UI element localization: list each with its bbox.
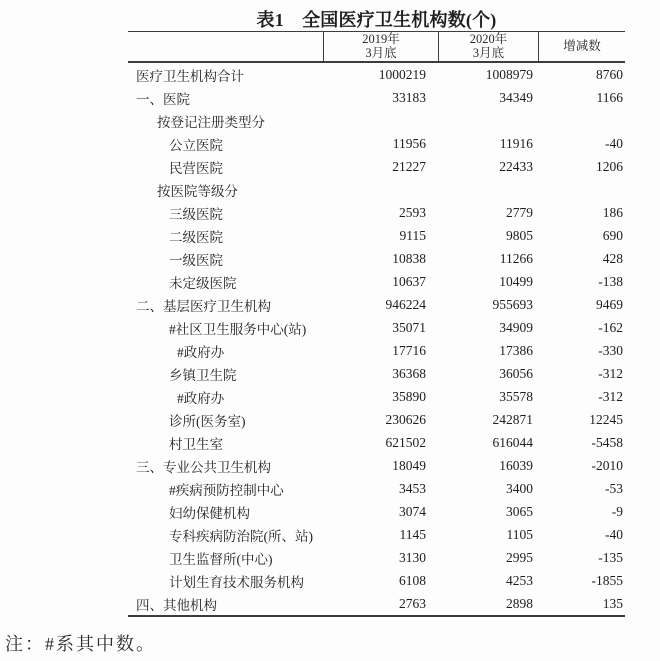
row-label: 医疗卫生机构合计	[136, 68, 244, 84]
table-row	[128, 132, 625, 155]
value-2019: 6108	[399, 572, 426, 588]
table-row	[128, 385, 625, 408]
value-change: -40	[605, 526, 623, 542]
value-2019: 230626	[385, 411, 426, 427]
table-row	[128, 63, 625, 86]
value-2019: 35890	[392, 388, 426, 404]
value-2020: 34909	[499, 319, 533, 335]
value-2019: 10838	[392, 250, 426, 266]
table-row	[128, 477, 625, 500]
value-2020: 35578	[499, 388, 533, 404]
header-col-2019-line1: 2019年	[362, 32, 400, 46]
table-row	[128, 500, 625, 523]
value-change: 186	[602, 204, 623, 220]
value-2019: 17716	[392, 342, 426, 358]
value-2019	[323, 178, 438, 201]
value-2019: 3130	[399, 549, 426, 565]
table-row	[128, 339, 625, 362]
value-change: -40	[605, 135, 623, 151]
statistics-table	[128, 31, 625, 617]
value-2019: 1000219	[378, 66, 426, 82]
value-2019: 11956	[392, 135, 426, 151]
table-row	[128, 316, 625, 339]
value-change: 135	[602, 595, 623, 611]
value-2020: 2995	[506, 549, 533, 565]
value-change: -2010	[591, 457, 623, 473]
value-change: 8760	[596, 66, 623, 82]
value-2020	[438, 178, 538, 201]
value-2019: 21227	[392, 158, 426, 174]
row-label: 三、专业公共卫生机构	[136, 459, 271, 475]
table-header	[128, 32, 625, 63]
row-label: #政府办	[177, 344, 225, 360]
table-row	[128, 546, 625, 569]
value-2020: 16039	[499, 457, 533, 473]
table-row	[128, 178, 625, 201]
table-row	[128, 454, 625, 477]
header-col-2020-line1: 2020年	[469, 32, 508, 46]
value-change: -135	[598, 549, 623, 565]
value-2019: 621502	[385, 434, 426, 450]
header-col-2020-line2: 3月底	[472, 45, 505, 60]
table-row	[128, 293, 625, 316]
value-change: -5458	[591, 434, 623, 450]
header-empty-cell	[128, 32, 323, 61]
value-2019: 3074	[399, 503, 426, 519]
value-2020: 1008979	[485, 66, 533, 82]
row-label: #社区卫生服务中心(站)	[169, 321, 307, 337]
value-2020: 616044	[492, 434, 533, 450]
table-row	[128, 247, 625, 270]
value-2020: 22433	[499, 158, 533, 174]
value-change	[538, 109, 625, 132]
value-2019: 3453	[399, 480, 426, 496]
value-change: -9	[611, 503, 623, 519]
value-change: -312	[598, 388, 623, 404]
value-2020	[438, 109, 538, 132]
row-label: 三级医院	[169, 206, 223, 222]
value-2019: 1145	[399, 526, 426, 542]
row-label: 四、其他机构	[136, 597, 217, 613]
row-label: 二、基层医疗卫生机构	[136, 298, 271, 314]
value-2019: 946224	[385, 296, 426, 312]
row-label: #政府办	[177, 390, 225, 406]
table-row	[128, 155, 625, 178]
row-label: 专科疾病防治院(所、站)	[169, 528, 313, 544]
value-change: 690	[602, 227, 623, 243]
row-label: 按医院等级分	[157, 183, 238, 199]
value-2020: 1105	[506, 526, 533, 542]
row-label: #疾病预防控制中心	[169, 482, 284, 498]
header-col-2019	[323, 32, 438, 61]
header-col-2019-line2: 3月底	[365, 45, 397, 60]
header-col-2020	[438, 32, 538, 61]
value-2019: 10637	[392, 273, 426, 289]
table-body	[128, 63, 625, 615]
value-change: -312	[598, 365, 623, 381]
row-label: 妇幼保健机构	[169, 505, 250, 521]
value-change: -330	[598, 342, 623, 358]
table-row	[128, 569, 625, 592]
value-change: 9469	[596, 296, 623, 312]
row-label: 公立医院	[169, 137, 223, 153]
row-label: 未定级医院	[169, 275, 237, 291]
table-row	[128, 201, 625, 224]
value-2020: 3400	[506, 480, 533, 496]
value-change: -1855	[591, 572, 623, 588]
value-2019: 9115	[399, 227, 426, 243]
footnote: 注：#系其中数。	[5, 634, 156, 654]
value-change: 1206	[596, 158, 623, 174]
value-2020: 3065	[506, 503, 533, 519]
value-change: -53	[605, 480, 623, 496]
value-2020: 11916	[499, 135, 533, 151]
table-row	[128, 523, 625, 546]
value-change: -138	[598, 273, 623, 289]
table-row	[128, 86, 625, 109]
value-change: 12245	[589, 411, 623, 427]
header-col-change	[538, 32, 625, 61]
table-row	[128, 431, 625, 454]
value-2020: 11266	[499, 250, 533, 266]
value-2019: 2593	[399, 204, 426, 220]
value-2020: 4253	[506, 572, 533, 588]
value-2020: 10499	[499, 273, 533, 289]
table-row	[128, 362, 625, 385]
value-2019: 2763	[399, 595, 426, 611]
value-2019: 35071	[392, 319, 426, 335]
table-row	[128, 270, 625, 293]
value-2020: 242871	[492, 411, 533, 427]
row-label: 民营医院	[169, 160, 223, 176]
value-2020: 955693	[492, 296, 533, 312]
value-change	[538, 178, 625, 201]
value-2020: 36056	[499, 365, 533, 381]
header-col-change-label: 增减数	[563, 38, 601, 53]
value-change: 428	[602, 250, 623, 266]
value-2019: 33183	[392, 89, 426, 105]
row-label: 二级医院	[169, 229, 223, 245]
row-label: 按登记注册类型分	[157, 114, 265, 130]
row-label: 一、医院	[136, 91, 190, 107]
value-2019: 36368	[392, 365, 426, 381]
table-title: 表1 全国医疗卫生机构数(个)	[256, 10, 497, 30]
value-change: 1166	[596, 89, 623, 105]
value-2020: 2779	[506, 204, 533, 220]
row-label: 诊所(医务室)	[169, 413, 246, 429]
table-row	[128, 408, 625, 431]
row-label: 村卫生室	[169, 436, 223, 452]
row-label: 乡镇卫生院	[169, 367, 237, 383]
table-row	[128, 109, 625, 132]
row-label: 卫生监督所(中心)	[169, 551, 273, 567]
table-row	[128, 592, 625, 615]
table-row	[128, 224, 625, 247]
row-label: 一级医院	[169, 252, 223, 268]
value-2019	[323, 109, 438, 132]
value-change: -162	[598, 319, 623, 335]
row-label: 计划生育技术服务机构	[169, 574, 304, 590]
value-2019: 18049	[392, 457, 426, 473]
value-2020: 9805	[506, 227, 533, 243]
value-2020: 17386	[499, 342, 533, 358]
value-2020: 34349	[499, 89, 533, 105]
value-2020: 2898	[506, 595, 533, 611]
